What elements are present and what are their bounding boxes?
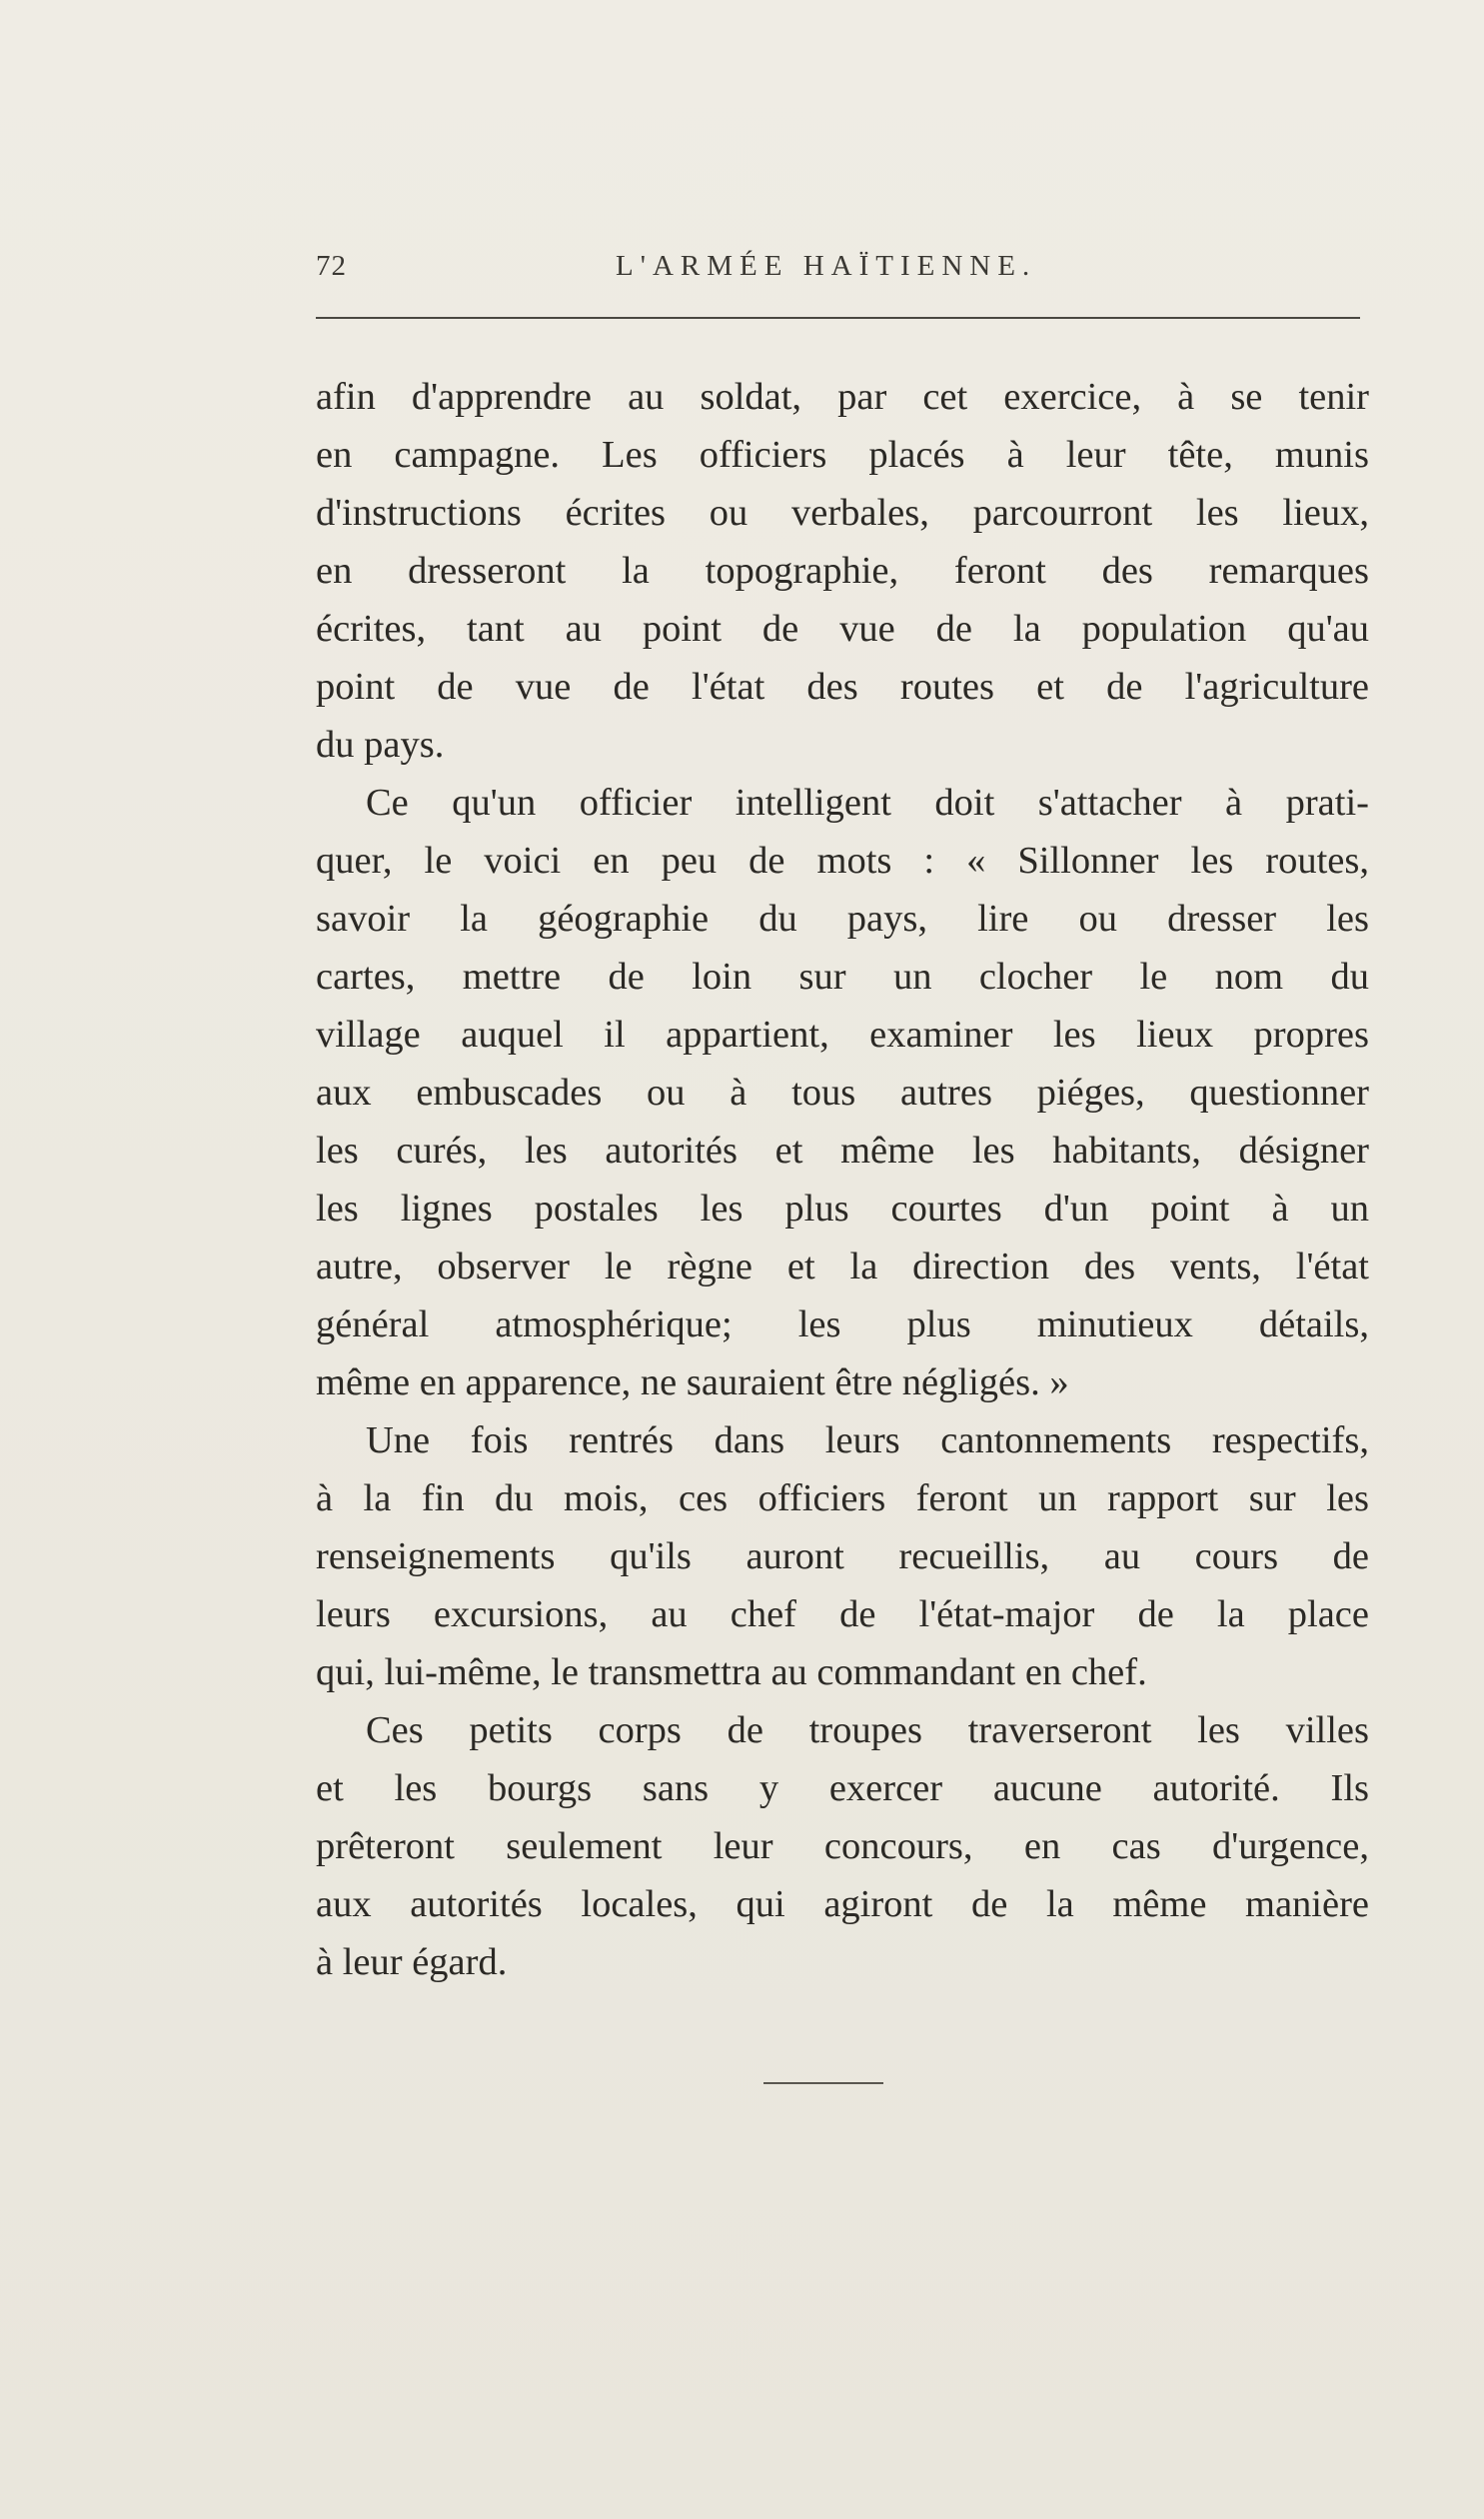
header-rule (316, 317, 1360, 319)
text-line: écrites, tant au point de vue de la population qu'au (316, 608, 1369, 650)
text-line: Ce qu'un officier intelligent doit s'attacher à prati- (366, 782, 1369, 824)
text-line: prêteront seulement leur concours, en cas d'urgence, (316, 1825, 1369, 1867)
text-line: en dresseront la topographie, feront des remarques (316, 550, 1369, 592)
end-rule (763, 2082, 883, 2084)
text-line: Ces petits corps de troupes traverseront les villes (366, 1709, 1369, 1751)
paragraph-4 (316, 1701, 1369, 1991)
text-line: les curés, les autorités et même les habitants, désigner (316, 1130, 1369, 1172)
text-line: à leur égard. (316, 1941, 508, 1983)
text-line: autre, observer le règne et la direction des vents, l'état (316, 1246, 1369, 1287)
paragraph-3 (316, 1411, 1369, 1701)
text-line: du pays. (316, 724, 445, 766)
text-line: les lignes postales les plus courtes d'un point à un (316, 1188, 1369, 1230)
paragraph-1 (316, 368, 1369, 774)
text-line: même en apparence, ne sauraient être négligés. » (316, 1361, 1069, 1403)
text-line: point de vue de l'état des routes et de l'agriculture (316, 666, 1369, 708)
text-line: cartes, mettre de loin sur un clocher le nom du (316, 956, 1369, 998)
page-number: 72 (316, 250, 347, 282)
text-line: aux embuscades ou à tous autres piéges, questionner (316, 1072, 1369, 1114)
page-header (316, 250, 1360, 300)
text-line: d'instructions écrites ou verbales, parcourront les lieux, (316, 492, 1369, 534)
text-line: savoir la géographie du pays, lire ou dresser les (316, 898, 1369, 940)
paragraph-2 (316, 774, 1369, 1411)
text-line: aux autorités locales, qui agiront de la même manière (316, 1883, 1369, 1925)
text-line: Une fois rentrés dans leurs cantonnements respectifs, (366, 1419, 1369, 1461)
text-line: et les bourgs sans y exercer aucune autorité. Ils (316, 1767, 1369, 1809)
text-line: leurs excursions, au chef de l'état-major de la place (316, 1593, 1369, 1635)
running-title: L'ARMÉE HAÏTIENNE. (616, 250, 1037, 282)
text-line: afin d'apprendre au soldat, par cet exercice, à se tenir (316, 376, 1369, 418)
text-line: général atmosphérique; les plus minutieux détails, (316, 1303, 1369, 1345)
text-line: renseignements qu'ils auront recueillis, au cours de (316, 1535, 1369, 1577)
text-line: qui, lui-même, le transmettra au commandant en chef. (316, 1651, 1147, 1693)
body-text (316, 368, 1369, 1991)
text-line: à la fin du mois, ces officiers feront un rapport sur les (316, 1477, 1369, 1519)
text-line: village auquel il appartient, examiner les lieux propres (316, 1014, 1369, 1056)
text-line: quer, le voici en peu de mots : « Sillonner les routes, (316, 840, 1369, 882)
text-line: en campagne. Les officiers placés à leur tête, munis (316, 434, 1369, 476)
